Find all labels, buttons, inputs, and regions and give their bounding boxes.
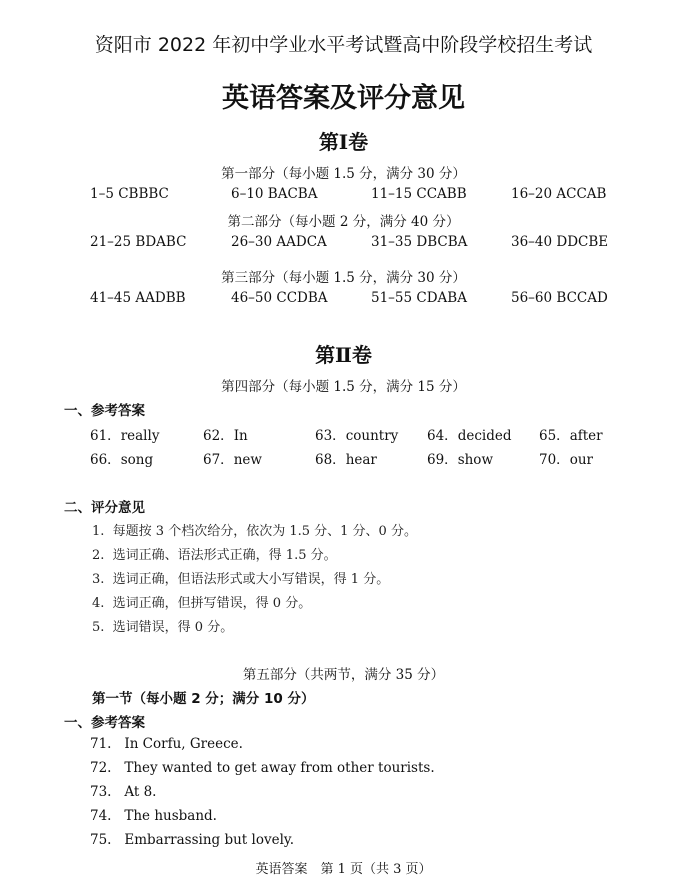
answer-number: 72.: [90, 760, 112, 776]
answer-number: 74.: [90, 808, 112, 824]
fill-answer: [315, 424, 398, 444]
grading-label: 二、评分意见: [64, 500, 145, 516]
reference-answers-label: 一、参考答案: [64, 715, 145, 731]
page-title: 英语答案及评分意见: [222, 83, 465, 114]
fill-answer: [203, 424, 248, 444]
answer-group: 6–10 BACBA: [231, 186, 318, 202]
part1-heading: 第一部分（每小题 1.5 分，满分 30 分）: [221, 166, 466, 182]
section1-heading: 第一节（每小题 2 分；满分 10 分）: [92, 691, 315, 707]
rule-text: 选词正确，但拼写错误，得 0 分。: [112, 596, 312, 611]
rule-number: 1.: [92, 524, 105, 539]
answer-word: after: [569, 428, 603, 444]
short-answer: [90, 760, 435, 776]
answer-number: 70．: [539, 452, 570, 468]
short-answer: [90, 832, 294, 848]
answer-word: song: [120, 452, 154, 468]
short-answer: [90, 784, 156, 800]
rule-number: 5.: [92, 620, 105, 635]
grading-rule: [92, 520, 417, 539]
answer-number: 61．: [90, 428, 121, 444]
answer-number: 71.: [90, 736, 112, 752]
short-answer: [90, 736, 243, 752]
answer-group: 11–15 CCABB: [371, 186, 467, 202]
grading-rule: [92, 544, 337, 563]
answer-text: In Corfu, Greece.: [124, 736, 243, 752]
answer-number: 64．: [427, 428, 458, 444]
short-answer: [90, 808, 217, 824]
exam-title: 资阳市 2022 年初中学业水平考试暨高中阶段学校招生考试: [94, 34, 593, 56]
volume-2-heading: 第Ⅱ卷: [315, 343, 372, 367]
answer-text: Embarrassing but lovely.: [124, 832, 295, 848]
answer-word: new: [233, 452, 262, 468]
answer-word: show: [457, 452, 493, 468]
answer-number: 63．: [315, 428, 346, 444]
part2-heading: 第二部分（每小题 2 分，满分 40 分）: [227, 214, 460, 230]
page-footer: 英语答案 第 1 页（共 3 页）: [255, 862, 432, 877]
fill-answer: [90, 448, 153, 468]
answer-word: In: [233, 428, 248, 444]
fill-answer: [539, 424, 603, 444]
answer-word: really: [120, 428, 160, 444]
answer-word: country: [345, 428, 399, 444]
fill-answer: [427, 448, 493, 468]
answer-word: hear: [345, 452, 377, 468]
answer-text: They wanted to get away from other tourists.: [124, 760, 435, 776]
answer-number: 68．: [315, 452, 346, 468]
answer-group: 36–40 DDCBE: [511, 234, 609, 250]
answer-group: 51–55 CDABA: [371, 290, 467, 306]
answer-group: 56–60 BCCAD: [511, 290, 608, 306]
answer-number: 62．: [203, 428, 234, 444]
fill-answer: [427, 424, 511, 444]
grading-rule: [92, 568, 389, 587]
volume-1-heading: 第Ⅰ卷: [318, 130, 369, 154]
rule-text: 选词错误，得 0 分。: [112, 620, 234, 635]
answer-number: 69．: [427, 452, 458, 468]
fill-answer: [315, 448, 377, 468]
part4-heading: 第四部分（每小题 1.5 分，满分 15 分）: [221, 379, 466, 395]
rule-text: 每题按 3 个档次给分，依次为 1.5 分、1 分、0 分。: [112, 524, 417, 539]
answer-number: 67．: [203, 452, 234, 468]
rule-number: 4.: [92, 596, 105, 611]
answer-word: our: [569, 452, 593, 468]
rule-number: 3.: [92, 572, 105, 587]
fill-answer: [539, 448, 593, 468]
part3-heading: 第三部分（每小题 1.5 分，满分 30 分）: [221, 270, 466, 286]
answer-number: 65．: [539, 428, 570, 444]
part5-heading: 第五部分（共两节，满分 35 分）: [242, 667, 445, 683]
answer-text: At 8.: [124, 784, 157, 800]
answer-number: 73.: [90, 784, 112, 800]
fill-answer: [203, 448, 262, 468]
answer-number: 66．: [90, 452, 121, 468]
reference-answers-label: 一、参考答案: [64, 403, 145, 419]
answer-group: 41–45 AADBB: [90, 290, 186, 306]
answer-group: 21–25 BDABC: [90, 234, 187, 250]
answer-group: 1–5 CBBBC: [90, 186, 169, 202]
answer-group: 16–20 ACCAB: [511, 186, 607, 202]
answer-number: 75.: [90, 832, 112, 848]
answer-group: 26–30 AADCA: [231, 234, 327, 250]
rule-text: 选词正确，但语法形式或大小写错误，得 1 分。: [112, 572, 390, 587]
answer-group: 31–35 DBCBA: [371, 234, 468, 250]
grading-rule: [92, 616, 233, 635]
answer-group: 46–50 CCDBA: [231, 290, 328, 306]
answer-text: The husband.: [124, 808, 217, 824]
answer-word: decided: [457, 428, 512, 444]
grading-rule: [92, 592, 311, 611]
rule-number: 2.: [92, 548, 105, 563]
fill-answer: [90, 424, 159, 444]
rule-text: 选词正确、语法形式正确，得 1.5 分。: [112, 548, 337, 563]
